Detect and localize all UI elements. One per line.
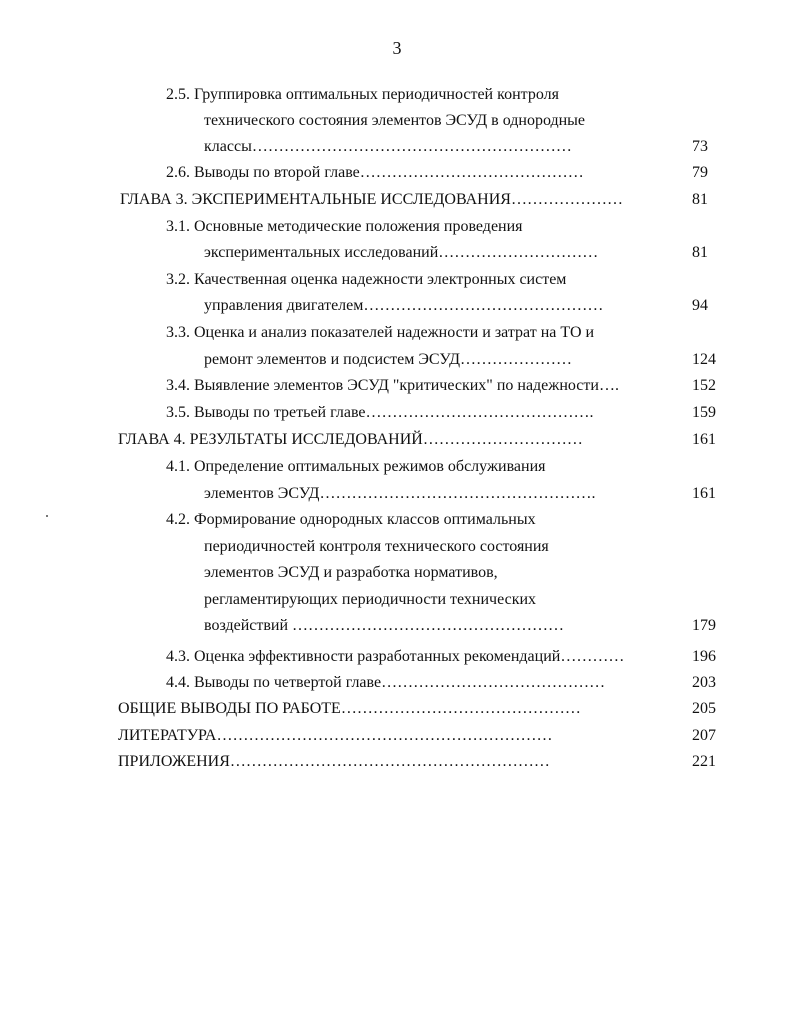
toc-literature: ЛИТЕРАТУРА……………………………………………………… [118,727,553,744]
toc-entry-3-4-page: 152 [692,377,716,394]
toc-chapter-4: ГЛАВА 4. РЕЗУЛЬТАТЫ ИССЛЕДОВАНИЙ………………………… [118,431,583,448]
toc-entry-3-1-line-2: экспериментальных исследований………………………… [204,244,599,261]
toc-entry-2-5-line-2: технического состояния элементов ЭСУД в однородные [204,112,586,129]
toc-entry-3-5: 3.5. Выводы по третьей главе……………………………………. [166,404,594,421]
toc-entry-3-5-page: 159 [692,404,716,421]
scan-speck [46,515,48,517]
toc-entry-3-2-line-2: управления двигателем……………………………………… [204,297,604,314]
toc-entry-4-2-line-4: регламентирующих периодичности технических [204,591,537,608]
toc-chapter-3-page: 81 [692,191,708,208]
toc-chapter-3: ГЛАВА 3. ЭКСПЕРИМЕНТАЛЬНЫЕ ИССЛЕДОВАНИЯ………………… [120,191,623,208]
toc-entry-2-6-page: 79 [692,164,708,181]
toc-entry-4-2-line-1: 4.2. Формирование однородных классов оптимальных [166,511,536,528]
toc-entry-3-3-page: 124 [692,351,716,368]
toc-entry-2-5-line-3: классы…………………………………………………… [204,138,572,155]
toc-entry-3-2-line-1: 3.2. Качественная оценка надежности электронных систем [166,271,567,288]
toc-entry-4-1-page: 161 [692,485,716,502]
toc-entry-4-3: 4.3. Оценка эффективности разработанных рекомендаций………… [166,648,625,665]
toc-chapter-4-page: 161 [692,431,716,448]
toc-entry-3-3-line-2: ремонт элементов и подсистем ЭСУД………………… [204,351,573,368]
toc-literature-page: 207 [692,727,716,744]
toc-entry-3-2-page: 94 [692,297,708,314]
toc-appendices-page: 221 [692,753,716,770]
toc-entry-3-1-line-1: 3.1. Основные методические положения проведения [166,218,523,235]
toc-entry-3-4: 3.4. Выявление элементов ЭСУД "критических" по надежности…. [166,377,619,394]
page-number: 3 [392,38,402,58]
toc-entry-2-5-line-1: 2.5. Группировка оптимальных периодичностей контроля [166,86,559,103]
toc-entry-4-3-page: 196 [692,648,716,665]
toc-entry-4-4-page: 203 [692,674,716,691]
toc-general-conclusions: ОБЩИЕ ВЫВОДЫ ПО РАБОТЕ……………………………………… [118,700,581,717]
toc-entry-4-2-line-2: периодичностей контроля технического состояния [204,538,549,555]
toc-entry-4-2-page: 179 [692,617,716,634]
toc-appendices: ПРИЛОЖЕНИЯ…………………………………………………… [118,753,550,770]
toc-entry-4-2-line-3: элементов ЭСУД и разработка нормативов, [204,564,498,581]
toc-entry-3-1-page: 81 [692,244,708,261]
toc-entry-4-2-line-5: воздействий …………………………………………… [204,617,565,634]
toc-general-conclusions-page: 205 [692,700,716,717]
toc-entry-3-3-line-1: 3.3. Оценка и анализ показателей надежности и затрат на ТО и [166,324,595,341]
toc-entry-4-4: 4.4. Выводы по четвертой главе…………………………………… [166,674,606,691]
toc-entry-4-1-line-2: элементов ЭСУД……………………………………………. [204,485,596,502]
toc-entry-2-6: 2.6. Выводы по второй главе…………………………………… [166,164,584,181]
toc-entry-2-5-page: 73 [692,138,708,155]
toc-entry-4-1-line-1: 4.1. Определение оптимальных режимов обслуживания [166,458,546,475]
